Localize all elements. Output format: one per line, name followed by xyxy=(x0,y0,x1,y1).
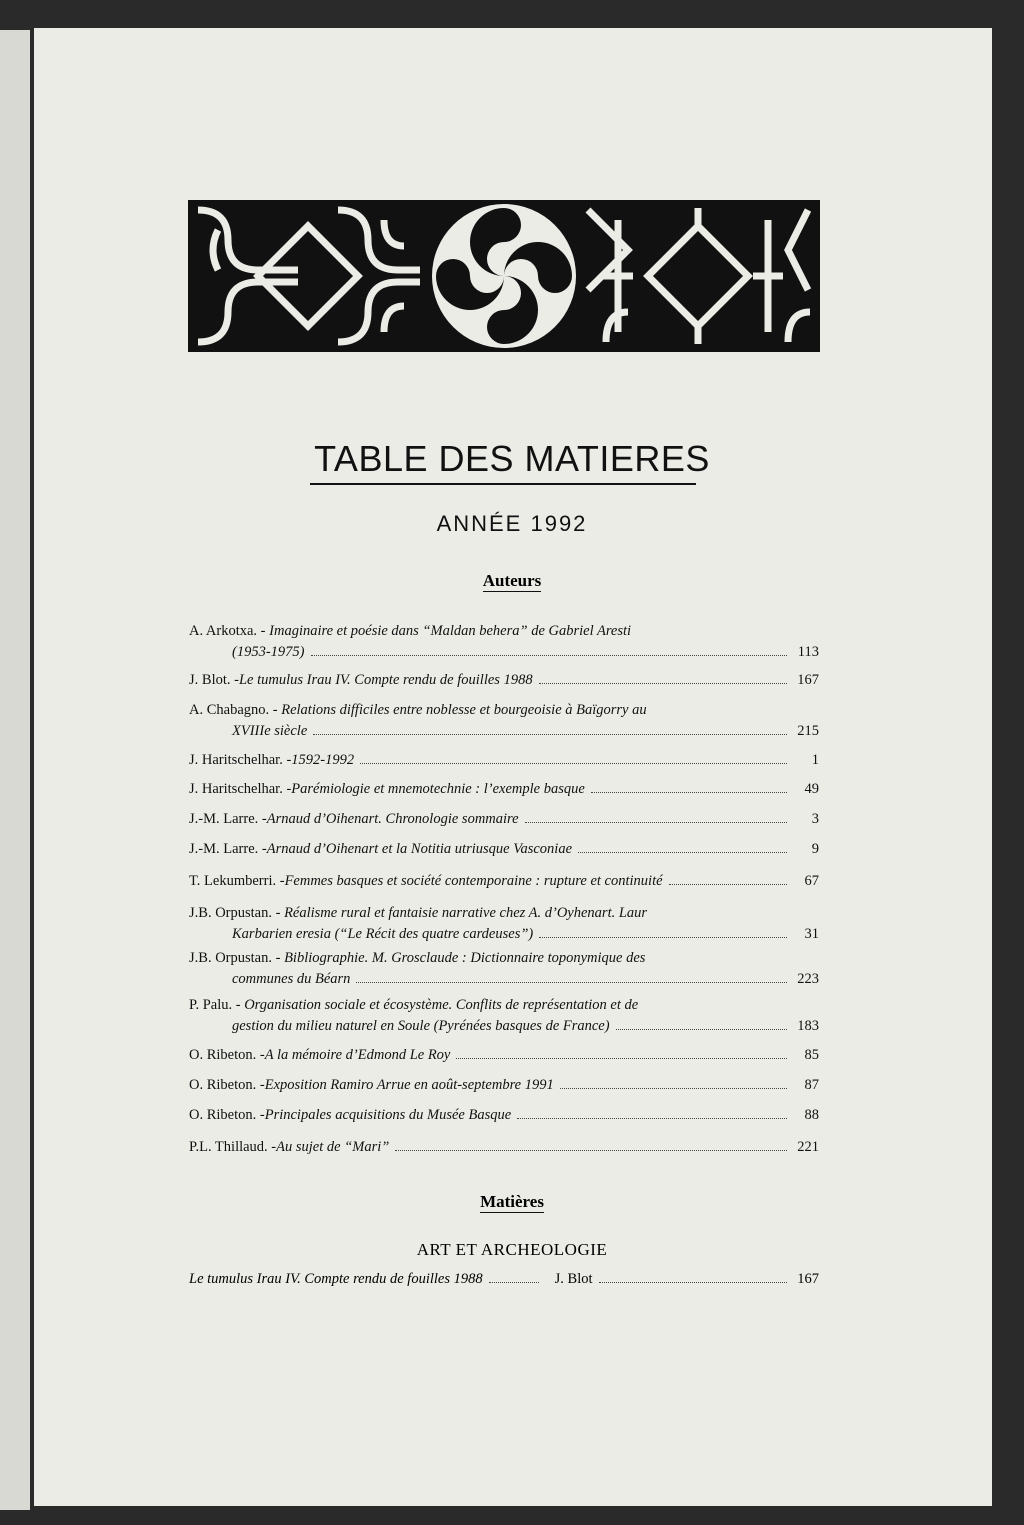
entry-author: P.L. Thillaud. - xyxy=(189,1139,277,1155)
leader-dots xyxy=(311,655,788,656)
entry-page: 223 xyxy=(797,971,819,987)
entry-author: O. Ribeton. - xyxy=(189,1107,265,1123)
entry-page: 183 xyxy=(797,1018,819,1034)
entry-page: 113 xyxy=(797,644,819,660)
subheading-art-archeologie: ART ET ARCHEOLOGIE xyxy=(416,1240,608,1259)
entry-author: A. Arkotxa. - xyxy=(189,623,270,639)
previous-page-edge xyxy=(0,30,30,1510)
author-entry xyxy=(189,903,819,945)
section-heading-auteurs xyxy=(0,571,1024,591)
leader-dots xyxy=(489,1282,539,1283)
entry-title: Relations difficiles entre noblesse et bourgeoisie à Baïgorry au xyxy=(281,702,647,718)
leader-dots xyxy=(525,822,787,823)
entry-title: Principales acquisitions du Musée Basque xyxy=(264,1107,512,1123)
entry-author: J. Blot xyxy=(554,1271,593,1287)
author-entry xyxy=(189,670,819,691)
entry-title-continued: (1953-1975) xyxy=(232,644,305,660)
entry-title: Au sujet de “Mari” xyxy=(276,1139,390,1155)
entry-title: Réalisme rural et fantaisie narrative chez A. d’Oyhenart. Laur xyxy=(284,905,648,921)
entry-author: T. Lekumberri. - xyxy=(189,873,285,889)
entry-author: J.-M. Larre. - xyxy=(189,811,267,827)
author-entry xyxy=(189,871,819,892)
author-entry xyxy=(189,1045,819,1066)
entry-title-continued: communes du Béarn xyxy=(232,971,351,987)
author-entry xyxy=(189,621,819,663)
matieres-entry xyxy=(189,1271,819,1288)
leader-dots xyxy=(356,982,787,983)
author-entry xyxy=(189,779,819,800)
entry-page: 85 xyxy=(804,1047,819,1063)
leader-dots xyxy=(591,792,787,793)
entry-page: 88 xyxy=(804,1107,819,1123)
leader-dots xyxy=(599,1282,788,1283)
entry-author: J.B. Orpustan. - xyxy=(189,905,285,921)
section-heading-auteurs-label: Auteurs xyxy=(482,571,542,590)
entry-author: J. Haritschelhar. - xyxy=(189,781,292,797)
leader-dots xyxy=(560,1088,787,1089)
entry-title: Femmes basques et société contemporaine : rupture et continuité xyxy=(284,873,663,889)
leader-dots xyxy=(669,884,787,885)
leader-dots xyxy=(456,1058,787,1059)
leader-dots xyxy=(517,1118,787,1119)
entry-title-continued: XVIIIe siècle xyxy=(232,723,308,739)
entry-author: P. Palu. - xyxy=(189,997,245,1013)
entry-author: A. Chabagno. - xyxy=(189,702,282,718)
entry-page: 87 xyxy=(804,1077,819,1093)
entry-title: Bibliographie. M. Grosclaude : Dictionnaire toponymique des xyxy=(284,950,646,966)
entry-page: 31 xyxy=(804,926,819,942)
leader-dots xyxy=(539,937,787,938)
entry-author: J. Haritschelhar. - xyxy=(189,752,292,768)
leader-dots xyxy=(395,1150,787,1151)
leader-dots xyxy=(616,1029,787,1030)
author-entry xyxy=(189,1075,819,1096)
author-entry xyxy=(189,995,819,1037)
entry-title: Exposition Ramiro Arrue en août-septembre 1991 xyxy=(264,1077,554,1093)
entry-title: Arnaud d’Oihenart et la Notitia utriusque Vasconiae xyxy=(266,841,573,857)
entry-author: J.-M. Larre. - xyxy=(189,841,267,857)
author-entry xyxy=(189,1105,819,1126)
author-entry xyxy=(189,750,819,771)
entry-page: 49 xyxy=(804,781,819,797)
leader-dots xyxy=(539,683,787,684)
entry-title: Parémiologie et mnemotechnie : l’exemple basque xyxy=(291,781,585,797)
entry-title: Le tumulus Irau IV. Compte rendu de fouilles 1988 xyxy=(189,1271,483,1287)
entry-author: O. Ribeton. - xyxy=(189,1077,265,1093)
entry-page: 167 xyxy=(797,1271,819,1287)
entry-title: Arnaud d’Oihenart. Chronologie sommaire xyxy=(266,811,519,827)
entry-author: O. Ribeton. - xyxy=(189,1047,265,1063)
section-heading-matieres xyxy=(0,1192,1024,1212)
entry-title: Le tumulus Irau IV. Compte rendu de fouilles 1988 xyxy=(238,672,533,688)
entry-page: 3 xyxy=(811,811,819,827)
leader-dots xyxy=(313,734,787,735)
author-entry xyxy=(189,839,819,860)
entry-page: 221 xyxy=(797,1139,819,1155)
entry-page: 167 xyxy=(797,672,819,688)
entry-page: 215 xyxy=(797,723,819,739)
entry-page: 67 xyxy=(804,873,819,889)
leader-dots xyxy=(578,852,787,853)
year-heading: ANNÉE 1992 xyxy=(436,511,588,536)
page-title: TABLE DES MATIERES xyxy=(314,438,710,479)
author-entry xyxy=(189,1137,819,1158)
author-entry xyxy=(189,700,819,742)
leader-dots xyxy=(360,763,787,764)
entry-title-continued: gestion du milieu naturel en Soule (Pyrénées basques de France) xyxy=(232,1018,610,1034)
entry-page: 1 xyxy=(811,752,819,768)
entry-author: J.B. Orpustan. - xyxy=(189,950,285,966)
entry-title: 1592-1992 xyxy=(291,752,355,768)
entry-title: A la mémoire d’Edmond Le Roy xyxy=(264,1047,451,1063)
author-entry xyxy=(189,948,819,990)
entry-title: Organisation sociale et écosystème. Conflits de représentation et de xyxy=(244,997,639,1013)
title-underline xyxy=(310,483,696,485)
entry-page: 9 xyxy=(811,841,819,857)
entry-title: Imaginaire et poésie dans “Maldan behera” de Gabriel Aresti xyxy=(269,623,632,639)
entry-author: J. Blot. - xyxy=(189,672,239,688)
author-entry xyxy=(189,809,819,830)
section-heading-matieres-label: Matières xyxy=(480,1192,544,1211)
basque-ornament-banner xyxy=(188,200,820,352)
entry-title-continued: Karbarien eresia (“Le Récit des quatre cardeuses”) xyxy=(232,926,534,942)
